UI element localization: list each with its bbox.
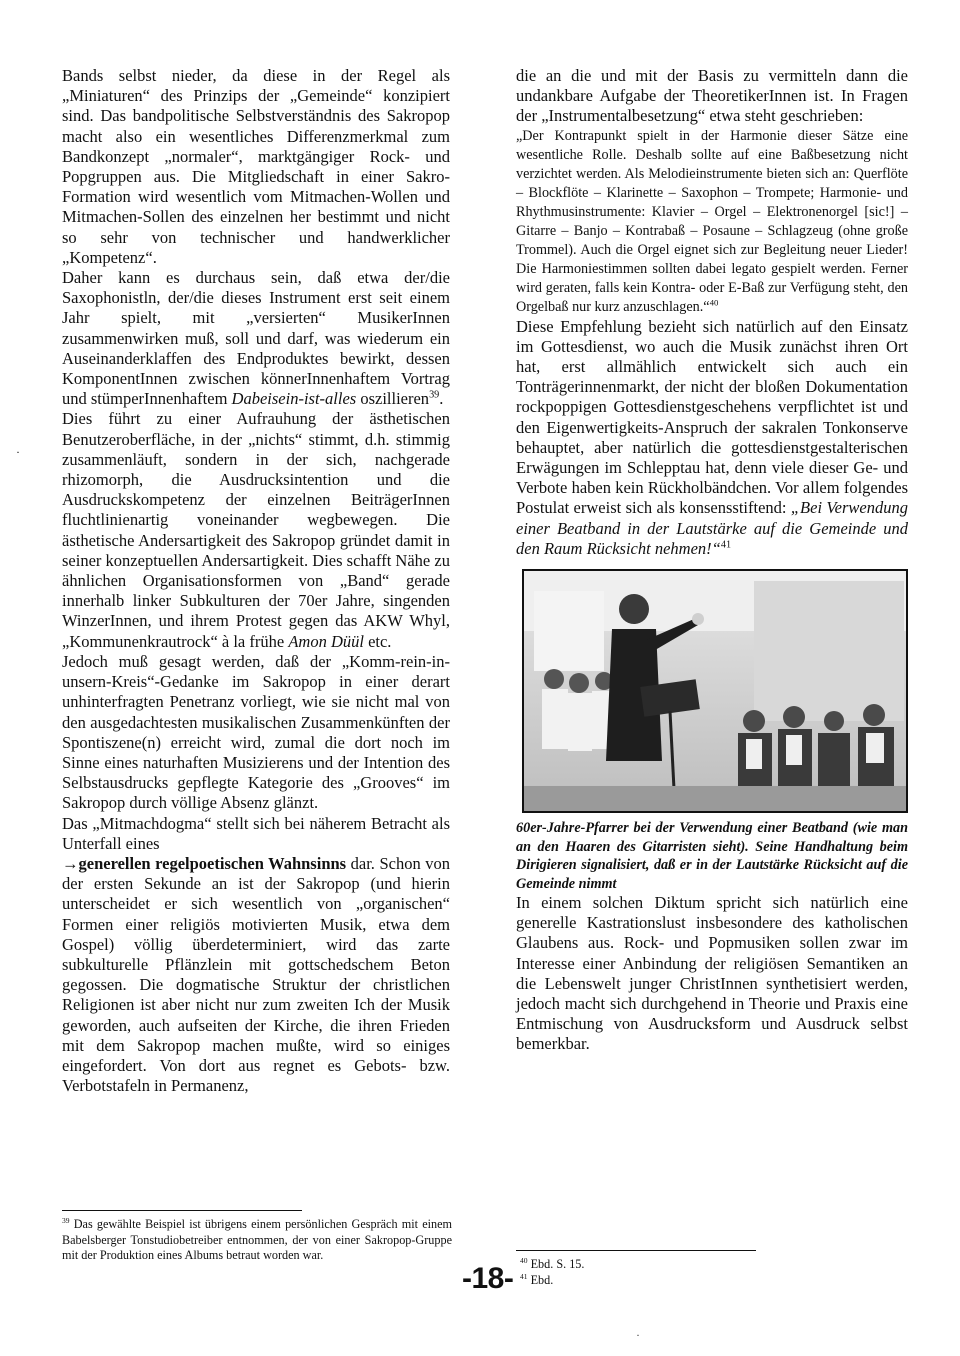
block-quote: „Der Kontrapunkt spielt in der Harmonie dieser Sätze eine wesentliche Rolle. Deshalb sollte auf eine Baßbesetzung nicht verzichtet werden. Als Melodieinstrumente bieten sich an: Querflöte – Blockflöte – Klarinette – Saxophon – Trompete; Harmonie- und Rhythmusinstrumente: Klavier – Orgel – Elektronenorgel [sic!] – Gitarre – Banjo – Kontrabaß – Posaune – Schlagzeug (ohne große Trommel). Auch die Orgel eignet sich zur Begleitung neuer Lieder! Die Harmoniestimmen sollten dabei legato gespielt werden. Ferner wird geraten, falls kein Kontra- oder E-Baß zur Verfügung steht, den Orgelbaß nur kurz anzuschlagen.“$^{40}$ xyxy=(516,127,908,315)
footnote-rule xyxy=(62,1210,302,1211)
paragraph: Bands selbst nieder, da diese in der Regel als „Miniaturen“ des Prinzips der „Gemeinde“ konzipiert sind. Das bandpolitische Selbstverständnis des Sakropop macht also ein wesentliches Differenzmerkmal zum Bandkonzept „normaler“, marktgängiger Rock- und Popgruppen aus. Die Mitgliedschaft in einer Sakro-Formation wird wesentlich vom Mitmachen-Wollen und Mitmachen-Sollen des einzelnen her bestimmt und nicht so sehr von technischer und handwerklicher „Kompetenz“. xyxy=(62,66,450,267)
paragraph: die an die und mit der Basis zu vermitteln dann die undankbare Aufgabe der TheoretikerInnen ist. In Fragen der „Instrumentalbesetzung“ etwa steht geschrieben: xyxy=(516,66,908,126)
footnote-41: $^{41}$ Ebd. xyxy=(520,1271,554,1287)
paragraph: Das „Mitmachdogma“ stellt sich bei näherem Betracht als Unterfall eines xyxy=(62,813,450,853)
stray-mark: · xyxy=(16,445,20,459)
footnote-40: $^{40}$ Ebd. S. 15. xyxy=(520,1255,585,1271)
page-number: -18- xyxy=(462,1262,514,1295)
footnote-39: $^{39}$ Das gewählte Beispiel ist übrigens einem persönlichen Gespräch mit einem Babelsberger Tonstudiobetreiber entnommen, der von einer Sakropop-Gruppe mit der Produktion eines Albums betraut worden war. xyxy=(62,1215,452,1263)
footnote-ref: 39 xyxy=(429,389,440,401)
left-column xyxy=(62,66,450,1096)
paragraph: →generellen regelpoetischen Wahnsinns dar. Schon von der ersten Sekunde an ist der Sakropop (und hierin unterscheidet er sich wesentlich von „organischen“ Formen einer religiös motivierten Musik, etwa dem Gospel) völlig überdeterminiert, wird das zarte subkulturelle Pflänzlein mit gottschedschem Beton gegossen. Die dogmatische Struktur der christlichen Religionen ist aber nicht nur zum zweiten Ich der Musik geworden, auch aufseiten der Kirche, die ihren Frieden mit dem Sakropop machen mußte, wird so einiges eingefordert. Von dort aus regnet es Gebots- bzw. Verbotstafeln in Permanenz, xyxy=(62,853,450,1096)
paragraph: Daher kann es durchaus sein, daß etwa der/die Saxophonistln, der/die dieses Instrument erst seit einem Jahr spielt, mit „versierten“ MusikerInnen zusammenwirken muß, soll und darf, was wiederum ein Auseinanderklaffen des Endproduktes bewirkt, dessen KomponentInnen zwischen könnerInnenhaftem Vortrag und stümperInnenhaftem Dabeisein-ist-alles oszillieren$^{39}$. xyxy=(62,268,450,409)
footnote-rule xyxy=(516,1250,756,1251)
footnote-ref: 41 xyxy=(720,539,732,551)
paragraph: Jedoch muß gesagt werden, daß der „Komm-rein-in-unsern-Kreis“-Gedanke im Sakropop in einer derart unhinterfragten Penetranz vorliegt, wie sie nicht mal von den ausgedachtesten musikalischen Zusammenkünften der Spontiszene(n) erreicht wird, zumal die dort noch im Sinne eines naturhaften Musizierens und der Intention des Selbstausdrucks gepflegte Kategorie des „Grooves“ im Sakropop durch völlige Absenz glänzt. xyxy=(62,651,450,813)
paragraph: In einem solchen Diktum spricht sich natürlich eine generelle Kastrationslust insbesondere des katholischen Glaubens aus. Rock- und Popmusiken sollen zwar im Interesse einer Anbindung der religiösen Semantiken an die Lebenswelt junger ChristInnen synthetisiert werden, jedoch macht sich durchgehend in Theorie und Praxis eine Entmischung von Ausdrucksform und Ausdruck selbst bemerkbar. xyxy=(516,893,908,1054)
photo-priest-with-beatband xyxy=(522,569,908,813)
photo-caption: 60er-Jahre-Pfarrer bei der Verwendung einer Beatband (wie man an den Haaren des Gitarristen sieht). Seine Handhaltung beim Dirigieren signalisiert, daß er in der Lautstärke Rücksicht auf die Gemeinde nimmt xyxy=(516,820,908,892)
paragraph: Dies führt zu einer Aufrauhung der ästhetischen Benutzeroberfläche, in der „nichts“ stimmt, d.h. stimmig zusammenläuft, sondern in der sich, nachgerade rhizomorph, die Ausdrucksintention und die Ausdruckskompetenz der einzelnen BeiträgerInnen fluchtlinienartig voneinander wegbewegen. Die ästhetische Andersartigkeit des Sakropop gründet damit in seiner konzeptuellen Andersartigkeit. Dies schafft Nähe zu ähnlichen Organisationsformen von „Band“ gerade innerhalb linker Subkulturen der 70er Jahre, singenden WinzerInnen, und ihrem Protest gegen das AKW Whyl, „Kommunenkrautrock“ à la frühe Amon Düül etc. xyxy=(62,409,450,651)
paragraph: Diese Empfehlung bezieht sich natürlich auf den Einsatz im Gottesdienst, wo auch die Musik zunächst ihren Ort hat, erst allmählich entwickelt sich auch ein Tonträgerinnenmarkt, der nicht der bloßen Dokumentation rockpoppigen Gottesdienstgeschehens verpflichtet ist und den Eigenwertigkeits-Anspruch der sakralen Tonkonserve behauptet, aber natürlich die gottesdienstgestalterischen Erwägungen im Schlepptau hat, denn viele dieser Ge- und Verbote haben kein Rückholbändchen. Vor allem folgendes Postulat erweist sich als konsensstiftend: „Bei Verwendung einer Beatband in der Lautstärke auf die Gemeinde und den Raum Rücksicht nehmen!“$^{41}$ xyxy=(516,316,908,558)
right-column xyxy=(516,66,908,1055)
photo-illustration xyxy=(524,571,906,811)
cross-reference: →generellen regelpoetischen Wahnsinns xyxy=(62,853,347,873)
footnote-ref: 40 xyxy=(709,296,719,307)
footnotes-left xyxy=(62,1210,452,1264)
footnotes-right xyxy=(516,1250,776,1288)
stray-mark: · xyxy=(636,1328,640,1342)
